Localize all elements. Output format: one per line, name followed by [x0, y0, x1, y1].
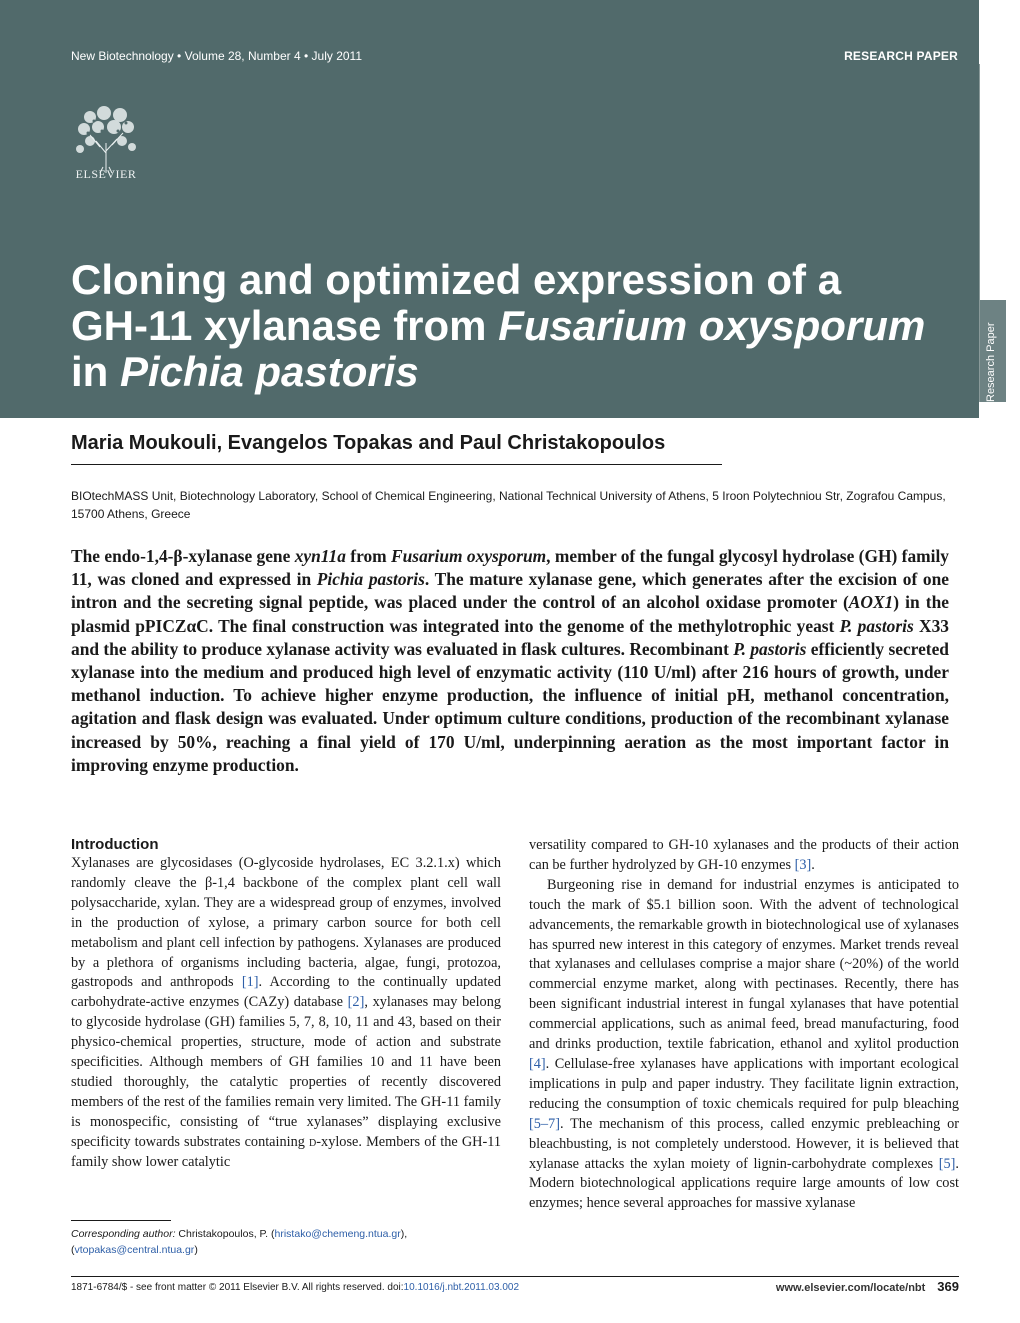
journal-url-link[interactable]: www.elsevier.com/locate/nbt [775, 1282, 926, 1294]
email-link[interactable]: vtopakas@central.ntua.gr [74, 1244, 195, 1256]
citation-link[interactable]: [5] [938, 1155, 956, 1172]
elsevier-wordmark: ELSEVIER [75, 167, 137, 181]
title-organism: Fusarium oxysporum [498, 302, 926, 349]
title-line-1: Cloning and optimized expression of a [71, 256, 842, 303]
citation-link[interactable]: [5–7] [529, 1115, 560, 1132]
citation-link[interactable]: [4] [529, 1055, 546, 1072]
citation-link[interactable]: [1] [241, 974, 259, 991]
body-column-right [529, 836, 959, 1214]
authors: Maria Moukouli, Evangelos Topakas and Paul Christakopoulos [71, 432, 666, 454]
citation-link[interactable]: [2] [347, 994, 365, 1011]
email-link[interactable]: hristako@chemeng.ntua.gr [274, 1228, 401, 1240]
citation-link[interactable]: [3] [794, 856, 812, 873]
paper-type-label: RESEARCH PAPER [844, 49, 958, 63]
intro-paragraph-1: Xylanases are glycosidases (O-glycoside hydrolases, EC 3.2.1.x) which randomly cleave the β-1,4 backbone of the complex plant cell wall polysaccharide, xylan. They are a widespread group of enzymes, involved in the production of xylose, a primary carbon source for both cell metabolism and plant cell infection by pathogens. Xylanases are produced by a plethora of organisms including bacteria, algae, fungi, protozoa, gastropods and anthropods [1]. According to the continually updated carbohydrate-active enzymes (CAZy) database [2], xylanases may belong to glycoside hydrolase (GH) families 5, 7, 8, 10, 11 and 43, based on their physico-chemical properties, structure, mode of action and substrate specificities. Although members of GH families 10 and 11 have been studied thoroughly, the catalytic properties of recently discovered members of the rest of the families remain very limited. The GH-11 family is monospecific, consisting of “true xylanases” displaying exclusive specificity towards substrates containing d-xylose. Members of the GH-11 family show lower catalytic [71, 855, 501, 1170]
footer-right [776, 1279, 959, 1294]
page-number: 369 [937, 1279, 959, 1294]
affiliation: BIOtechMASS Unit, Biotechnology Laboratory, School of Chemical Engineering, National Technical University of Athens, 5 Iroon Polytechniou Str, Zografou Campus, 15700 Athens, Greece [71, 489, 946, 521]
intro-paragraph-2: Burgeoning rise in demand for industrial enzymes is anticipated to touch the mark of $5.1 billion soon. With the advent of technological advancements, the remarkable growth in biotechnological use of xylanases has spurred new interest in this category of enzymes. Market trends reveal that xylanases and cellulases comprise a major share (~20%) of the world commercial enzyme market, along with pectinases. Recently, there has been significant industrial interest in fungal xylanases that have potential commercial applications, such as animal feed, bread manufacturing, food and drinks production, textile fabrication, ethanol and xylitol production [4]. Cellulase-free xylanases have applications with important ecological implications in pulp and paper industry. They facilitate lignin extraction, reducing the consumption of toxic chemicals required for pulp bleaching [5–7]. The mechanism of this process, called enzymic prebleaching or bleachbusting, is not completely understood. However, it is believed that xylanase attacks the xylan moiety of lignin-carbohydrate complexes [5]. Modern biotechnological applications require large amounts of low cost enzymes; hence several approaches for massive xylanase [529, 876, 959, 1212]
side-label: Research Paper [985, 322, 997, 402]
journal-citation: New Biotechnology • Volume 28, Number 4 • July 2011 [71, 49, 363, 63]
section-heading-introduction: Introduction [71, 836, 159, 853]
corresponding-author-footnote: Corresponding author: Christakopoulos, P. (hristako@chemeng.ntua.gr), (vtopakas@central.ntua.gr) [71, 1228, 408, 1256]
intro-paragraph-1-continued: versatility compared to GH-10 xylanases and the products of their action can be further hydrolyzed by GH-10 enzymes [3]. [529, 837, 959, 873]
authors-rule [71, 464, 722, 465]
title-line-3: in [71, 348, 120, 395]
title-host: Pichia pastoris [120, 348, 419, 395]
footer-copyright: 1871-6784/$ - see front matter © 2011 Elsevier B.V. All rights reserved. doi:10.1016/j.nbt.2011.03.002 [71, 1282, 520, 1293]
abstract: The endo-1,4-β-xylanase gene xyn11a from Fusarium oxysporum, member of the fungal glycosyl hydrolase (GH) family 11, was cloned and expressed in Pichia pastoris. The mature xylanase gene, which generates after the excision of one intron and the secreting signal peptide, was placed under the control of an alcohol oxidase promoter (AOX1) in the plasmid pPICZαC. The final construction was integrated into the genome of the methylotrophic yeast P. pastoris X33 and the ability to produce xylanase activity was evaluated in flask cultures. Recombinant P. pastoris efficiently secreted xylanase into the medium and produced high level of enzymatic activity (110 U/ml) after 216 hours of growth, under methanol induction. To achieve higher enzyme production, the influence of initial pH, methanol concentration, agitation and flask design was evaluated. Under optimum culture conditions, production of the recombinant xylanase increased by 50%, reaching a final yield of 170 U/ml, underpinning aeration as the most important factor in improving enzyme production. [71, 546, 949, 775]
footnote-rule [71, 1220, 171, 1221]
article-title [71, 257, 961, 395]
body-column-left [71, 835, 501, 1173]
title-line-2: GH-11 xylanase from [71, 302, 499, 349]
footer-rule [71, 1276, 959, 1277]
doi-link[interactable]: 10.1016/j.nbt.2011.03.002 [403, 1282, 520, 1293]
